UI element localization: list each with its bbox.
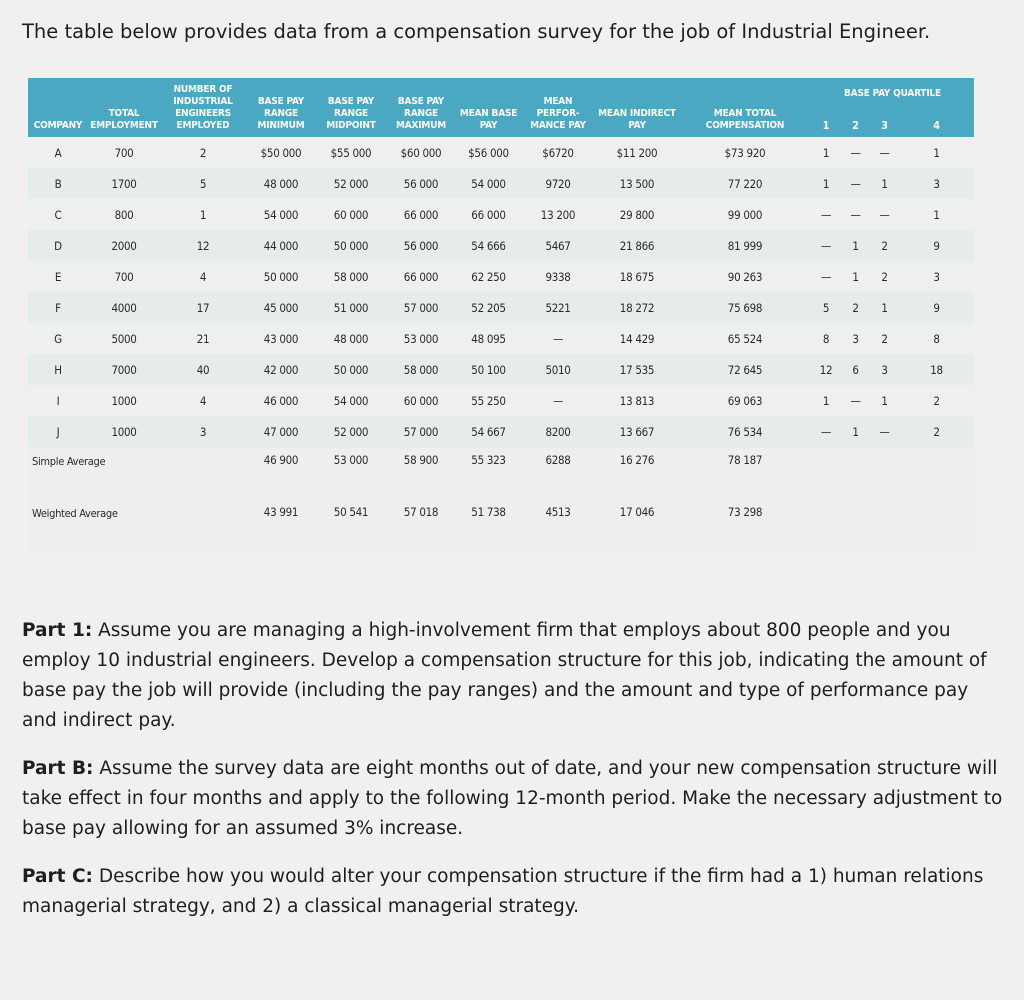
table-cell: —	[841, 168, 870, 199]
table-cell: 9	[899, 292, 974, 323]
table-cell: $56 000	[456, 137, 521, 168]
table-cell: 50 000	[316, 354, 386, 385]
header-company: COMPANY	[28, 78, 88, 137]
table-cell: 13 500	[595, 168, 679, 199]
table-cell: 56 000	[386, 230, 456, 261]
table-cell: 29 800	[595, 199, 679, 230]
table-cell: 50 100	[456, 354, 521, 385]
table-cell: 4513	[521, 499, 595, 551]
table-cell: 3	[160, 416, 246, 447]
table-cell: —	[521, 323, 595, 354]
table-cell: $50 000	[246, 137, 316, 168]
header-total-employment: TOTAL EMPLOYMENT	[88, 78, 160, 137]
table-cell: 3	[841, 323, 870, 354]
table-cell: 51 738	[456, 499, 521, 551]
table-cell: 43 991	[246, 499, 316, 551]
header-mean-indirect: MEAN INDIRECT PAY	[595, 78, 679, 137]
table-cell: 1	[870, 385, 899, 416]
table-cell: 66 000	[456, 199, 521, 230]
table-row	[28, 199, 974, 230]
table-cell: 5221	[521, 292, 595, 323]
compensation-survey-table	[28, 78, 974, 551]
table-cell: —	[811, 230, 841, 261]
table-cell: 21	[160, 323, 246, 354]
table-cell: 56 000	[386, 168, 456, 199]
table-cell: 1700	[88, 168, 160, 199]
table-cell: 700	[88, 261, 160, 292]
part-c-label: Part C:	[22, 866, 93, 887]
table-row	[28, 230, 974, 261]
table-cell: 54 000	[316, 385, 386, 416]
table-cell: 2	[841, 292, 870, 323]
table-cell: 55 323	[456, 447, 521, 499]
table-cell: —	[870, 416, 899, 447]
table-cell: 14 429	[595, 323, 679, 354]
table-cell: $6720	[521, 137, 595, 168]
table-cell: 46 000	[246, 385, 316, 416]
table-cell: 52 000	[316, 416, 386, 447]
header-quartile-group: BASE PAY QUARTILE	[811, 78, 974, 109]
table-cell: 43 000	[246, 323, 316, 354]
table-cell: 1	[899, 199, 974, 230]
table-cell: 78 187	[679, 447, 811, 499]
table-cell: 700	[88, 137, 160, 168]
table-cell: —	[870, 137, 899, 168]
table-cell: 55 250	[456, 385, 521, 416]
table-cell: 5	[811, 292, 841, 323]
table-cell: 8	[811, 323, 841, 354]
table-cell: 77 220	[679, 168, 811, 199]
table-cell: 51 000	[316, 292, 386, 323]
table-cell: 66 000	[386, 261, 456, 292]
table-cell: 18 272	[595, 292, 679, 323]
table-cell: 99 000	[679, 199, 811, 230]
table-cell: 21 866	[595, 230, 679, 261]
table-cell: —	[841, 199, 870, 230]
part-c-text: Describe how you would alter your compensation structure if the firm had a 1) human relations managerial strategy, and 2) a classical managerial strategy.	[22, 866, 984, 917]
table-cell: —	[521, 385, 595, 416]
table-cell: 16 276	[595, 447, 679, 499]
table-cell: 18 675	[595, 261, 679, 292]
table-cell: 17 535	[595, 354, 679, 385]
table-cell: 60 000	[316, 199, 386, 230]
table-cell: 52 000	[316, 168, 386, 199]
header-min: BASE PAY RANGE MINIMUM	[246, 78, 316, 137]
table-cell: 2000	[88, 230, 160, 261]
table-row	[28, 292, 974, 323]
table-cell: $60 000	[386, 137, 456, 168]
table-cell: 1	[811, 385, 841, 416]
table-cell: 8	[899, 323, 974, 354]
table-cell: 17	[160, 292, 246, 323]
header-engineers: NUMBER OF INDUSTRIAL ENGINEERS EMPLOYED	[160, 78, 246, 137]
table-cell: 3	[870, 354, 899, 385]
table-cell: 5010	[521, 354, 595, 385]
header-q4: 4	[899, 109, 974, 137]
table-cell: D	[28, 230, 88, 261]
table-cell: 50 000	[316, 230, 386, 261]
table-cell: —	[811, 261, 841, 292]
table-cell: 18	[899, 354, 974, 385]
table-row	[28, 261, 974, 292]
table-cell: 81 999	[679, 230, 811, 261]
table-cell: 9338	[521, 261, 595, 292]
table-cell: —	[841, 385, 870, 416]
table-cell: G	[28, 323, 88, 354]
table-cell: 12	[160, 230, 246, 261]
table-row	[28, 168, 974, 199]
table-cell: J	[28, 416, 88, 447]
part-1-label: Part 1:	[22, 620, 93, 641]
table-cell: 54 666	[456, 230, 521, 261]
table-cell: 54 667	[456, 416, 521, 447]
table-cell: 40	[160, 354, 246, 385]
table-cell: —	[870, 199, 899, 230]
table-cell: 8200	[521, 416, 595, 447]
table-cell: 13 667	[595, 416, 679, 447]
table-cell: 50 541	[316, 499, 386, 551]
table-cell: 54 000	[456, 168, 521, 199]
table-cell: 60 000	[386, 385, 456, 416]
table-cell: 76 534	[679, 416, 811, 447]
table-cell: B	[28, 168, 88, 199]
table-cell: 1	[811, 137, 841, 168]
table-cell: 1	[841, 230, 870, 261]
table-cell: 4	[160, 261, 246, 292]
part-b-label: Part B:	[22, 758, 94, 779]
table-cell: $55 000	[316, 137, 386, 168]
table-cell: 52 205	[456, 292, 521, 323]
table-cell: 53 000	[316, 447, 386, 499]
table-cell: 3	[899, 261, 974, 292]
part-b-text: Assume the survey data are eight months out of date, and your new compensation structure will take effect in four months and apply to the following 12-month period. Make the necessary adjustment to base pay allowing for an assumed 3% increase.	[22, 758, 1003, 839]
table-cell: 1	[841, 261, 870, 292]
table-cell: 50 000	[246, 261, 316, 292]
part-c	[22, 862, 1007, 922]
weighted-average-label: Weighted Average	[28, 499, 246, 551]
table-cell: 2	[870, 230, 899, 261]
table-cell: 1	[160, 199, 246, 230]
table-cell: 5	[160, 168, 246, 199]
table-cell: 46 900	[246, 447, 316, 499]
part-1	[22, 616, 1007, 736]
table-cell: H	[28, 354, 88, 385]
part-b	[22, 754, 1007, 844]
table-cell: 72 645	[679, 354, 811, 385]
table-cell: C	[28, 199, 88, 230]
part-1-text: Assume you are managing a high-involvement firm that employs about 800 people and you employ 10 industrial engineers. Develop a compensation structure for this job, indicating the amount of base pay the job will provide (including the pay ranges) and the amount and type of performance pay and indirect pay.	[22, 620, 987, 731]
table-cell: 48 000	[246, 168, 316, 199]
table-cell-empty	[811, 447, 974, 499]
table-cell: 6	[841, 354, 870, 385]
table-body	[28, 137, 974, 551]
table-cell: 75 698	[679, 292, 811, 323]
table-cell: 48 095	[456, 323, 521, 354]
header-q2: 2	[841, 109, 870, 137]
table-cell: 45 000	[246, 292, 316, 323]
table-cell: 73 298	[679, 499, 811, 551]
table-cell: 13 200	[521, 199, 595, 230]
simple-average-row	[28, 447, 974, 499]
table-cell: 57 000	[386, 416, 456, 447]
table-cell: $73 920	[679, 137, 811, 168]
table-cell: 42 000	[246, 354, 316, 385]
header-mean-perf: MEAN PERFOR- MANCE PAY	[521, 78, 595, 137]
table-cell: 57 000	[386, 292, 456, 323]
table-cell: 47 000	[246, 416, 316, 447]
header-mean-base: MEAN BASE PAY	[456, 78, 521, 137]
table-cell: 62 250	[456, 261, 521, 292]
table-cell: 9720	[521, 168, 595, 199]
table-cell: 17 046	[595, 499, 679, 551]
table-cell: F	[28, 292, 88, 323]
table-cell: 48 000	[316, 323, 386, 354]
table-cell: $11 200	[595, 137, 679, 168]
table-cell: 1	[811, 168, 841, 199]
table-cell: 2	[899, 416, 974, 447]
table-cell: 1000	[88, 385, 160, 416]
table-cell: 1	[870, 292, 899, 323]
table-cell: 6288	[521, 447, 595, 499]
table-cell: 2	[870, 323, 899, 354]
table-cell: 58 000	[316, 261, 386, 292]
table-cell: 4	[160, 385, 246, 416]
header-q3: 3	[870, 109, 899, 137]
table-cell: E	[28, 261, 88, 292]
table-cell: 1000	[88, 416, 160, 447]
table-cell: 2	[870, 261, 899, 292]
header-mid: BASE PAY RANGE MIDPOINT	[316, 78, 386, 137]
table-cell: —	[811, 416, 841, 447]
table-cell: 1	[870, 168, 899, 199]
table-cell: 13 813	[595, 385, 679, 416]
table-cell: 7000	[88, 354, 160, 385]
table-cell: 66 000	[386, 199, 456, 230]
header-mean-total: MEAN TOTAL COMPENSATION	[679, 78, 811, 137]
table-cell: 44 000	[246, 230, 316, 261]
table-cell: 2	[160, 137, 246, 168]
table-cell: 2	[899, 385, 974, 416]
table-cell: —	[841, 137, 870, 168]
table-cell: A	[28, 137, 88, 168]
table-cell: 5000	[88, 323, 160, 354]
table-cell: 800	[88, 199, 160, 230]
table-cell: 58 000	[386, 354, 456, 385]
weighted-average-row	[28, 499, 974, 551]
table-cell: 54 000	[246, 199, 316, 230]
table-row	[28, 354, 974, 385]
table-cell: 4000	[88, 292, 160, 323]
table-cell: 90 263	[679, 261, 811, 292]
table-header	[28, 78, 974, 137]
table-cell-empty	[811, 499, 974, 551]
table-row	[28, 416, 974, 447]
table-row	[28, 137, 974, 168]
table-cell: —	[811, 199, 841, 230]
table-cell: 65 524	[679, 323, 811, 354]
table-cell: 5467	[521, 230, 595, 261]
table-cell: I	[28, 385, 88, 416]
table-cell: 58 900	[386, 447, 456, 499]
header-max: BASE PAY RANGE MAXIMUM	[386, 78, 456, 137]
table-cell: 69 063	[679, 385, 811, 416]
table-cell: 1	[899, 137, 974, 168]
table-cell: 53 000	[386, 323, 456, 354]
table-row	[28, 385, 974, 416]
table-cell: 9	[899, 230, 974, 261]
questions	[22, 616, 1007, 940]
header-q1: 1	[811, 109, 841, 137]
simple-average-label: Simple Average	[28, 447, 246, 499]
table-cell: 3	[899, 168, 974, 199]
table-cell: 1	[841, 416, 870, 447]
table-cell: 12	[811, 354, 841, 385]
table-row	[28, 323, 974, 354]
table-cell: 57 018	[386, 499, 456, 551]
intro-text: The table below provides data from a compensation survey for the job of Industrial Engineer.	[22, 20, 931, 43]
